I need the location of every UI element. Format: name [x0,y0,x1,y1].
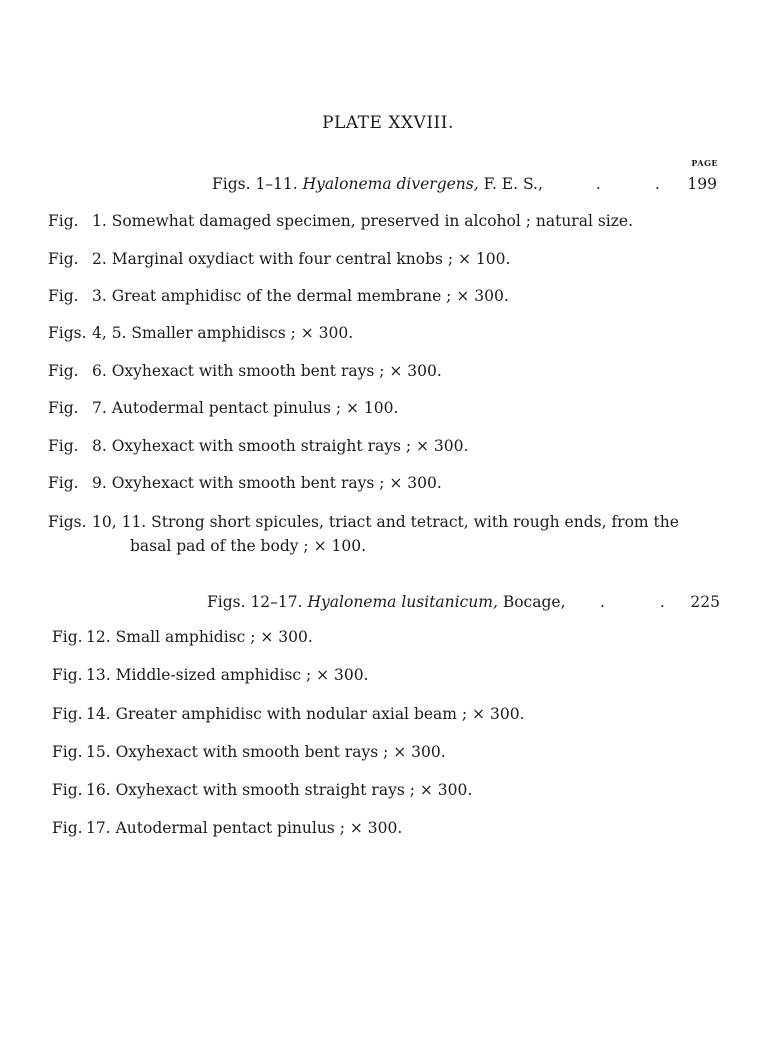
figure-caption: 14. Greater amphidisc with nodular axial beam ; × 300. [86,705,525,723]
figure-label: Fig. [48,250,79,268]
figure-caption: 8. Oxyhexact with smooth straight rays ; × 300. [92,437,469,455]
figure-label: Fig. [52,705,83,723]
leader-dot: . [660,593,665,611]
figure-label: Fig. [48,399,79,417]
figure-caption: 6. Oxyhexact with smooth bent rays ; × 300. [92,362,442,380]
species-name: Hyalonema lusitanicum, [307,593,498,611]
figs-range: Figs. 12–17. [207,593,303,611]
figure-caption: 2. Marginal oxydiact with four central knobs ; × 100. [92,250,511,268]
figure-caption: 16. Oxyhexact with smooth straight rays ; × 300. [86,781,473,799]
page-column-label: PAGE [691,158,718,168]
figure-caption: 12. Small amphidisc ; × 300. [86,628,313,646]
figure-label: Fig. [52,628,83,646]
figs-range: Figs. 1–11. [212,175,298,193]
leader-dot: . [600,593,605,611]
figure-label: Fig. [48,287,79,305]
figure-label: Fig. [48,474,79,492]
figure-caption: 15. Oxyhexact with smooth bent rays ; × 300. [86,743,446,761]
plate-title: PLATE XXVIII. [322,113,454,133]
figure-caption: 3. Great amphidisc of the dermal membrane ; × 300. [92,287,509,305]
leader-dot: . [655,175,660,193]
figure-label: Fig. [48,437,79,455]
figure-caption: 10, 11. Strong short spicules, triact and tetract, with rough ends, from the [92,513,679,531]
figure-caption: 9. Oxyhexact with smooth bent rays ; × 300. [92,474,442,492]
section-heading [212,175,543,193]
figure-label: Fig. [48,362,79,380]
figure-label: Figs. [48,513,87,531]
figure-label: Fig. [52,819,83,837]
figure-label: Fig. [52,666,83,684]
figure-caption: 17. Autodermal pentact pinulus ; × 300. [86,819,403,837]
figure-caption: 13. Middle-sized amphidisc ; × 300. [86,666,369,684]
section-page-number: 199 [687,175,717,193]
figure-label: Figs. [48,324,87,342]
figure-caption: 4, 5. Smaller amphidiscs ; × 300. [92,324,354,342]
section-page-number: 225 [690,593,720,611]
species-name: Hyalonema divergens, [302,175,479,193]
leader-dot: . [596,175,601,193]
figure-label: Fig. [52,743,83,761]
figure-caption: 7. Autodermal pentact pinulus ; × 100. [92,399,399,417]
species-authority: Bocage, [502,593,566,611]
figure-caption: 1. Somewhat damaged specimen, preserved in alcohol ; natural size. [92,212,634,230]
section-heading [207,593,566,611]
figure-label: Fig. [48,212,79,230]
figure-label: Fig. [52,781,83,799]
figure-caption-continuation: basal pad of the body ; × 100. [130,537,366,555]
species-authority: F. E. S., [483,175,543,193]
